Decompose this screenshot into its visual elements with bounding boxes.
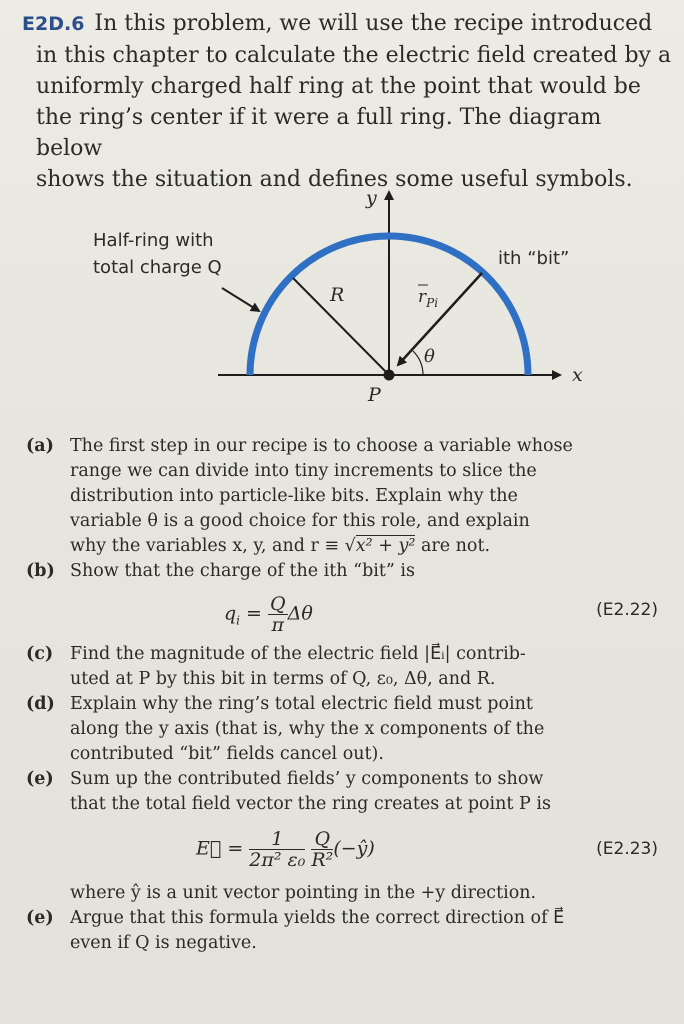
point-p [384,370,395,381]
eq23-tag: (E2.23) [596,839,658,859]
eq22-den: π [271,614,285,636]
problem-parts [26,434,666,956]
part-a-line5 [70,534,666,559]
y-axis-label: y [366,187,377,209]
position-vector-subscript: Pi [426,296,439,310]
intro-line-4: the ring’s center if it were a full ring. The diagram below [36,105,602,161]
part-d-label: (d) [26,694,55,714]
part-e-line1: Sum up the contributed fields’ y components to show [70,769,544,789]
part-e-continuation [26,881,666,906]
part-a-line5-post: are not. [415,536,491,556]
eq22-sub: i [236,613,241,628]
intro-line-5: shows the situation and defines some useful symbols. [36,167,633,192]
equation-e2-23-body [196,829,375,870]
eq22-rest: Δθ [287,602,313,625]
eq22-lhs: q [224,602,237,625]
part-a-line3: distribution into particle-like bits. Explain why the [70,486,518,506]
part-e-line2: that the total field vector the ring creates at point P is [70,794,551,814]
eq23-fraction1 [249,829,305,870]
part-a-line5-pre: why the variables x, y, and r ≡ √ [70,536,356,556]
part-e2 [26,906,666,956]
eq22-equals: = [240,602,269,625]
part-a-line2: range we can divide into tiny increments to slice the [70,461,537,481]
eq22-tag: (E2.22) [596,600,658,620]
position-vector-label [418,287,438,310]
eq23-rest: (−ŷ) [333,837,375,860]
part-e2-line2: even if Q is negative. [70,933,257,953]
point-p-label: P [368,384,381,406]
angle-label: θ [424,346,435,367]
half-ring-diagram [0,178,684,418]
part-e [26,767,666,817]
part-d-line1: Explain why the ring’s total electric field must point [70,694,533,714]
equation-e2-23 [26,817,666,881]
part-b-line1: Show that the charge of the ith “bit” is [70,561,416,581]
part-e2-label: (e) [26,908,54,928]
half-ring-label-line1: Half-ring with [93,230,214,251]
eq23-den1: 2π² ε₀ [249,849,306,871]
angle-arc [413,351,423,375]
intro-line-3: uniformly charged half ring at the point that would be [36,74,641,99]
eq23-fraction2 [311,829,333,870]
intro-line-2: in this chapter to calculate the electric field created by a [36,43,672,68]
equation-e2-22 [26,584,666,642]
radius-label: R [330,284,345,306]
part-b [26,559,666,584]
position-vector [398,273,482,365]
part-e-label: (e) [26,769,54,789]
part-d-line2: along the y axis (that is, why the x components of the [70,719,545,739]
part-a-line1: The first step in our recipe is to choose a variable whose [70,436,573,456]
eq23-num1: 1 [249,829,305,850]
problem-id: E2D.6 [22,13,85,35]
eq23-num2: Q [311,829,333,850]
equation-e2-22-body [224,594,313,635]
part-b-label: (b) [26,561,55,581]
intro-line-1: In this problem, we will use the recipe introduced [94,11,653,36]
part-a-line5-radicand: x² + y² [355,536,416,556]
part-e2-line1: Argue that this formula yields the correct direction of E⃗ [70,908,565,928]
eq23-den2: R² [311,849,334,871]
part-d-line3: contributed “bit” fields cancel out). [70,744,384,764]
part-a-line4: variable θ is a good choice for this role, and explain [70,511,530,531]
x-axis-label: x [572,364,583,386]
part-c [26,642,666,692]
part-c-line1: Find the magnitude of the electric field |E⃗ᵢ| contrib- [70,644,526,664]
half-ring-label-line2: total charge Q [93,257,222,278]
part-a-label: (a) [26,436,54,456]
part-c-line2: uted at P by this bit in terms of Q, ε₀, Δθ, and R. [70,669,496,689]
part-a [26,434,666,559]
bit-label: ith “bit” [498,248,570,269]
eq23-equals: = [221,837,250,860]
eq22-num: Q [270,593,286,615]
position-vector-symbol: r [418,287,427,307]
eq22-fraction [268,594,288,635]
part-c-label: (c) [26,644,54,664]
eq23-lhs: E⃗ [196,837,222,860]
half-ring-pointer [222,288,259,311]
part-d [26,692,666,767]
part-e-after: where ŷ is a unit vector pointing in the +y direction. [70,883,537,903]
problem-intro [22,8,672,195]
